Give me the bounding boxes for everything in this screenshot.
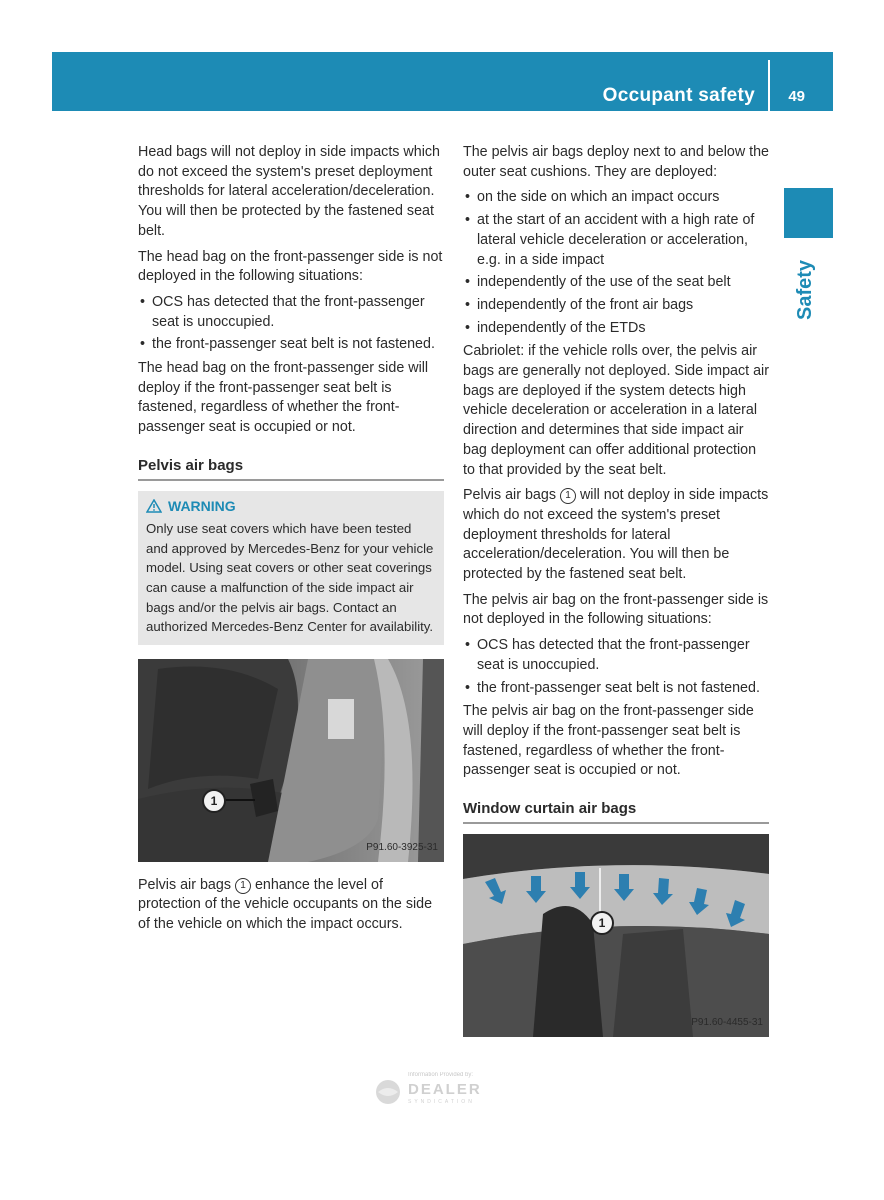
pelvis-airbag-photo bbox=[138, 659, 444, 862]
page-title: Occupant safety bbox=[602, 85, 755, 106]
left-column bbox=[138, 143, 444, 941]
dealer-watermark bbox=[374, 1072, 514, 1112]
warning-title: WARNING bbox=[168, 497, 236, 514]
caption-text: enhance the level of protection of the vehicle occupants on the side of the vehicle on which the impact occurs. bbox=[138, 876, 433, 933]
paragraph bbox=[463, 486, 769, 585]
list-item: • OCS has detected that the front-passenger seat is unoccupied. bbox=[138, 293, 444, 332]
warning-text: Only use seat covers which have been tested and approved by Mercedes-Benz for your vehicle model. Using seat covers or other seat coverings can cause a malfunction of the side impact air bags and/or the pelvis air bags. Contact an authorized Mercedes-Benz Center for availability. bbox=[146, 521, 434, 635]
seat-illustration bbox=[138, 659, 444, 862]
warning-triangle-icon bbox=[146, 499, 162, 513]
paragraph-text: Pelvis air bags bbox=[463, 487, 556, 504]
header-bar bbox=[52, 52, 833, 111]
figure-caption bbox=[138, 876, 444, 935]
list-item: • on the side on which an impact occurs bbox=[463, 188, 769, 208]
paragraph: The pelvis air bag on the front-passenger side will deploy if the front-passenger seat belt is fastened, regardless of whether the front-passenger seat is occupied or not. bbox=[463, 703, 754, 779]
page-number: 49 bbox=[788, 88, 805, 105]
inline-callout-1: 1 bbox=[235, 878, 251, 894]
inline-callout-1: 1 bbox=[560, 488, 576, 504]
list-item: • independently of the front air bags bbox=[463, 296, 769, 316]
watermark-line1: Information Provided by: bbox=[408, 1072, 474, 1078]
header-divider bbox=[768, 60, 770, 112]
section-heading-pelvis: Pelvis air bags bbox=[138, 456, 444, 481]
interior-illustration bbox=[463, 834, 769, 1037]
right-column bbox=[463, 143, 769, 1051]
bullet-list bbox=[138, 293, 444, 355]
figure-code: P91.60-4455-31 bbox=[691, 1017, 763, 1029]
watermark-line3: SYNDICATION bbox=[408, 1099, 475, 1105]
section-heading-window-curtain: Window curtain air bags bbox=[463, 799, 769, 824]
warning-header bbox=[146, 497, 436, 517]
watermark-line2: DEALER bbox=[408, 1081, 482, 1098]
callout-1: 1 bbox=[590, 911, 614, 935]
list-item: • independently of the use of the seat belt bbox=[463, 273, 769, 293]
section-tab bbox=[784, 188, 833, 238]
list-item: • the front-passenger seat belt is not fastened. bbox=[463, 679, 769, 699]
paragraph: The pelvis air bags deploy next to and below the outer seat cushions. They are deployed: bbox=[463, 144, 769, 180]
window-curtain-airbag-photo bbox=[463, 834, 769, 1037]
figure-code: P91.60-3925-31 bbox=[366, 842, 438, 853]
paragraph-text: will not deploy in side impacts which do not exceed the system's preset deployment thresholds for lateral acceleration/deceleration. You will then be protected by the fastened seat belt. bbox=[463, 487, 769, 583]
warning-box bbox=[138, 491, 444, 645]
caption-text: Pelvis air bags bbox=[138, 876, 231, 893]
bullet-list bbox=[463, 636, 769, 698]
list-item: • OCS has detected that the front-passenger seat is unoccupied. bbox=[463, 636, 769, 675]
list-item: • the front-passenger seat belt is not fastened. bbox=[138, 335, 444, 355]
paragraph: Head bags will not deploy in side impacts which do not exceed the system's preset deployment thresholds for lateral acceleration/deceleration. You will then be protected by the fastened seat belt. bbox=[138, 144, 440, 239]
list-item: • independently of the ETDs bbox=[463, 319, 769, 339]
paragraph: The head bag on the front-passenger side is not deployed in the following situations: bbox=[138, 248, 443, 285]
globe-logo-icon bbox=[374, 1078, 402, 1106]
callout-1: 1 bbox=[202, 789, 226, 813]
bullet-list bbox=[463, 188, 769, 338]
paragraph: Cabriolet: if the vehicle rolls over, the pelvis air bags are generally not deployed. Side impact air bags are deployed if the system detects high vehicle deceleration or acceleration in a lateral direction and determines that side impact air bag deployment can offer additional protection to that provided by the seat belt. bbox=[463, 343, 769, 478]
section-tab-label: Safety bbox=[794, 259, 816, 320]
paragraph: The pelvis air bag on the front-passenger side is not deployed in the following situations: bbox=[463, 591, 769, 628]
paragraph: The head bag on the front-passenger side will deploy if the front-passenger seat belt is fastened, regardless of whether the front-passenger seat is occupied or not. bbox=[138, 360, 429, 436]
list-item: • at the start of an accident with a high rate of lateral vehicle deceleration or acceleration, e.g. in a side impact bbox=[463, 211, 769, 270]
